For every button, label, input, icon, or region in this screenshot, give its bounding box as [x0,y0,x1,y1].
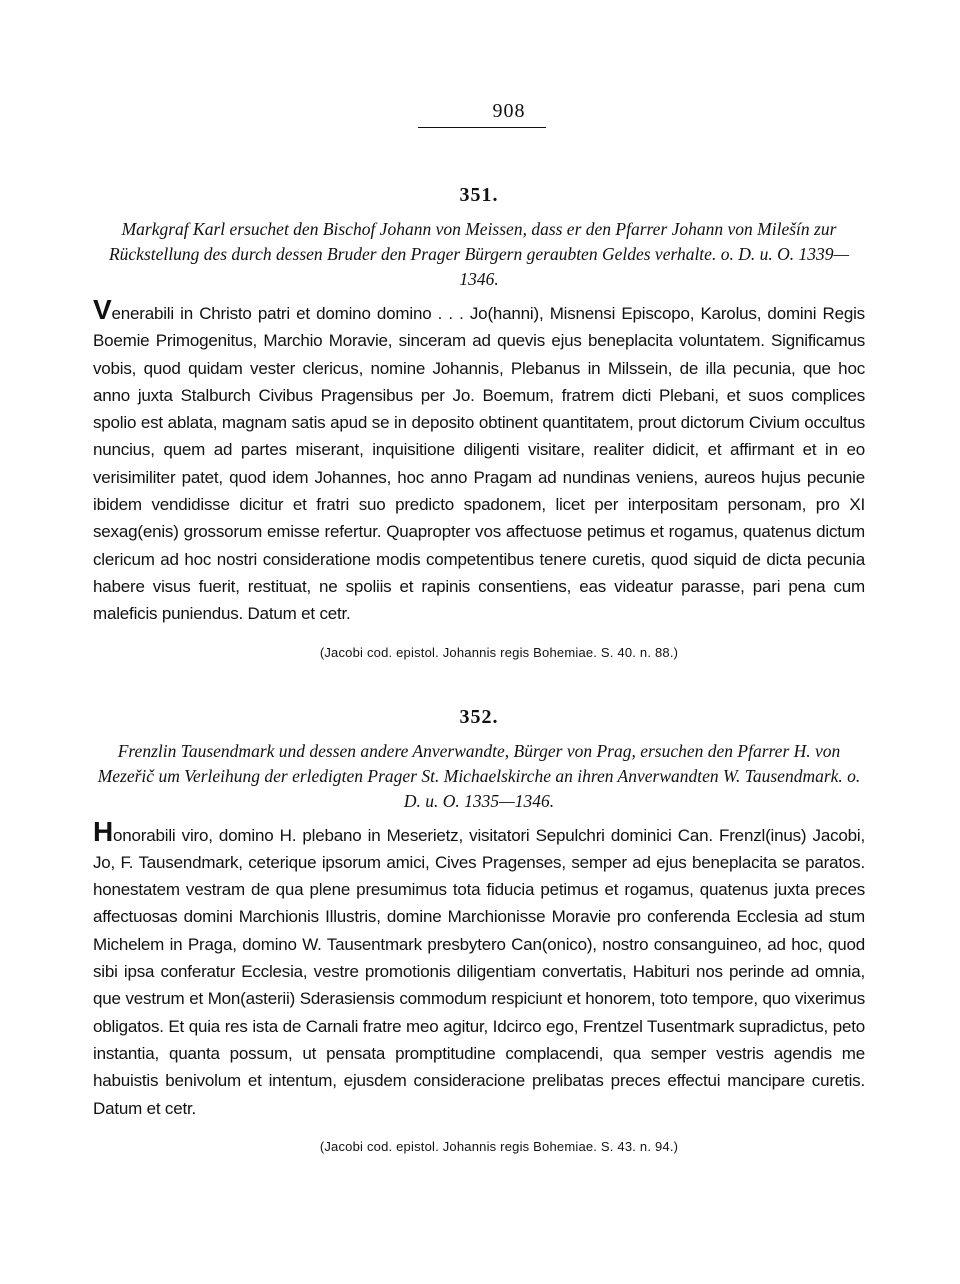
document-body [93,294,865,628]
body-text: onorabili viro, domino H. plebano in Meserietz, visitatori Sepulchri dominici Can. Frenzl(inus) Jacobi, Jo, F. Tausendmark, ceterique ipsorum amici, Cives Pragenses, semper ad ejus beneplacita se paratos. honestatem vestram de qua plene presumimus tota fiducia petimus et rogamus, quatenus juxta preces affectuosas domini Marchionis Illustris, domine Marchionisse Moravie pro conferenda Ecclesia ad stum Michelem in Praga, domino W. Tausentmark presbytero Can(onico), nostro consanguineo, ad hoc, quod sibi ipsa conferatur Ecclesia, vestre promotionis diligentiam convertatis, Habituri nos perinde ad omnia, que vestrum et Mon(asterii) Sderasiensis commodum respiciunt et honorem, toto tempore, quo vixerimus obligatos. Et quia res ista de Carnali fratre meo agitur, Idcirco ego, Frentzel Tusentmark supradictus, peto instantia, quanta possum, ut pensata promptitudine complacendi, qua semper vestris agendis me habuistis benivolum et intentum, ejusdem consideracione prelibatas preces effectui mancipare curetis. Datum et cetr. [93,825,865,1118]
page-number: 908 [492,100,526,122]
source-citation: (Jacobi cod. epistol. Johannis regis Bohemiae. S. 40. n. 88.) [319,644,679,660]
document-regest: Markgraf Karl ersuchet den Bischof Johann von Meissen, dass er den Pfarrer Johann von Milešín zur Rückstellung des durch dessen Bruder den Prager Bürgern geraubten Geldes verhalte. o. D. u. O. 1339—1346. [108,219,850,289]
document-352 [93,706,865,1154]
header-rule [418,127,546,128]
document-number: 352. [459,705,499,728]
document-351 [93,184,865,660]
body-text: enerabili in Christo patri et domino domino . . . Jo(hanni), Misnensi Episcopo, Karolus, domini Regis Boemie Primogenitus, Marchio Moravie, sinceram ad quevis ejus beneplacita voluntatem. Significamus vobis, quod quidam vester clericus, nomine Johannis, Plebanus in Milssein, de illa pecunia, que hoc anno juxta Stalburch Civibus Pragensibus per Jo. Boemum, fratrem dicti Plebani, et suos complices spolio est ablata, magnam satis apud se in deposito obtinent quantitatem, prout dictorum Civium occultus nuncius, quem ad partes miserant, inquisitione diligenti visitare, realiter didicit, et affirmant et in eo verisimiliter patet, quod idem Johannes, hoc anno Pragam ad nundinas veniens, aureos hujus pecunie ibidem vendidisse dicitur et fratri suo predicto spadonem, licet per interpositam personam, pro XI sexag(enis) grossorum emisse refertur. Quapropter vos affectuose petimus et rogamus, quatenus dictum clericum ad hoc nostri consideratione modis competentibus tenere curetis, quod siquid de dicta pecunia habere visus fuerit, restituat, ne spoliis et rapinis consentiens, eas videatur parasse, pari pena cum maleficis puniendus. Datum et cetr. [93,304,865,624]
source-citation: (Jacobi cod. epistol. Johannis regis Bohemiae. S. 43. n. 94.) [319,1138,679,1154]
document-number: 351. [459,184,499,206]
page [93,100,865,1154]
initial-letter: V [93,294,112,325]
document-regest: Frenzlin Tausendmark und dessen andere Anverwandte, Bürger von Prag, ersuchen den Pfarrer H. von Mezeřič um Verleihung der erledigten Prager St. Michaelskirche an ihren Anverwandten W. Tausendmark. o. D. u. O. 1335—1346. [97,740,861,811]
initial-letter: H [93,815,114,847]
document-body [93,815,865,1122]
